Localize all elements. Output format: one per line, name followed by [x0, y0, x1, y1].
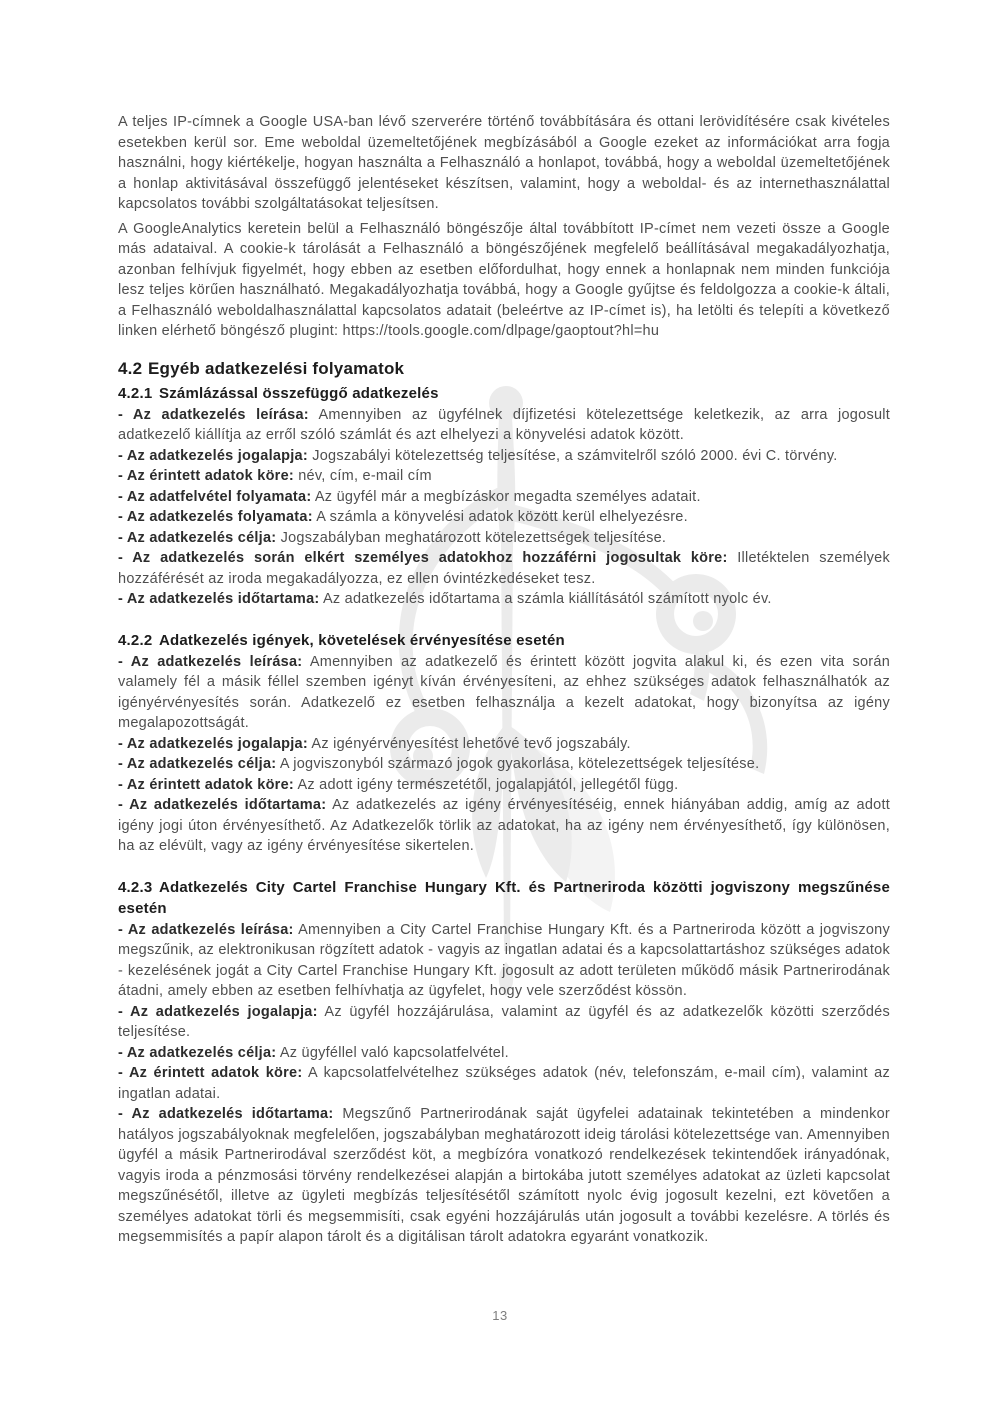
subsections — [118, 383, 890, 1248]
subsection-number: 4.2.3 — [118, 878, 153, 896]
data-item — [118, 1063, 890, 1104]
subsection-heading — [118, 383, 890, 404]
subsection-title: Adatkezelés igények, követelések érvényesítése esetén — [159, 631, 565, 649]
item-label: - Az érintett adatok köre: — [118, 468, 294, 484]
subsection-4.2.1 — [118, 383, 890, 610]
item-label: - Az adatkezelés jogalapja: — [118, 735, 308, 752]
section-title: Egyéb adatkezelési folyamatok — [148, 358, 405, 378]
item-label: - Az adatkezelés leírása: — [118, 406, 309, 423]
intro-paragraphs — [118, 112, 890, 342]
item-text: Amennyiben a City Cartel Franchise Hungary Kft. és a Partneriroda között a jogviszony megszűnik, az elektronikusan rögzített adatok - vagyis az ingatlan adatai és a kapcsolattartáshoz szükséges adatok - kezelésének jogát a City Cartel Franchise Hungary Kft. jogosult az adott területen működő másik Partnerirodának átadni, amely ebben az esetben felhívhatja az ügyfelet, hogy vele szerződést kössön. — [118, 921, 890, 999]
item-label: - Az adatkezelés folyamata: — [118, 509, 313, 525]
data-item — [118, 507, 890, 528]
data-item — [118, 775, 890, 796]
subsection-heading — [118, 877, 890, 919]
data-item — [118, 548, 890, 589]
item-label: - Az adatkezelés időtartama: — [118, 797, 327, 813]
item-label: - Az adatkezelés célja: — [118, 756, 277, 772]
section-number: 4.2 — [118, 358, 143, 378]
item-label: - Az érintett adatok köre: — [118, 776, 294, 793]
subsection-4.2.3 — [118, 877, 890, 1248]
subsection-title: Számlázással összefüggő adatkezelés — [159, 384, 439, 402]
data-item — [118, 466, 890, 487]
data-item — [118, 405, 890, 446]
section-heading — [118, 357, 890, 380]
item-label: - Az adatkezelés célja: — [118, 529, 277, 546]
data-item — [118, 1104, 890, 1248]
document-content — [118, 112, 890, 1248]
item-label: - Az adatkezelés időtartama: — [118, 1106, 334, 1122]
item-text: Megszűnő Partnerirodának saját ügyfelei adatainak tekintetében a mindenkor hatályos jogszabályoknak megfelelően, jogszabályban meghatározott ideig tárolási kötelezettsége van. Amennyiben ügyfél a másik Partnerirodával szerződést köt, a megbízóra vonatkozó rendelkezések tekintendőek irányadónak, vagyis iroda a pénzmosási törvény rendelkezései alapján a birtokába jutott személyes adatokat az üzleti kapcsolat megszűnésétől, illetve az ügyleti megbízás teljesítésétől számított nyolc évig jogosult kezelni, ezt követően a személyes adatokat törli és megsemmisíti, csak egyéni hozzájárulás után jogosult a további kezelésre. A törlés és megsemmisítés a papír alapon tárolt és a digitálisan tárolt adatokra egyaránt vonatkozik. — [118, 1106, 890, 1245]
page-number: 13 — [492, 1308, 508, 1323]
item-label: - Az adatkezelés jogalapja: — [118, 447, 308, 464]
item-text: Az ügyfél már a megbízáskor megadta személyes adatait. — [311, 488, 701, 505]
data-item — [118, 754, 890, 775]
item-label: - Az adatkezelés leírása: — [118, 653, 303, 670]
intro-paragraph: A GoogleAnalytics keretein belül a Felhasználó böngészője által továbbított IP-címet nem vezeti össze a Google más adataival. A cookie-k tárolását a Felhasználó a böngészőjének megfelelő beállításával megakadályozhatja, azonban felhívjuk figyelmét, hogy ebben az esetben előfordulhat, hogy ennek a honlapnak nem minden funkciója lesz teljes körűen használható. Megakadályozhatja továbbá, hogy a Google gyűjtse és feldolgozza a cookie-k általi, a Felhasználó weboldalhasználattal kapcsolatos adatait (beleértve az IP-címet is), ha letölti és telepíti a következő linken elérhető böngésző plugint: https://tools.google.com/dlpage/gaoptout?hl=hu — [118, 220, 890, 339]
item-text: Az adatkezelés időtartama a számla kiállításától számított nyolc év. — [319, 591, 772, 607]
subsection-number: 4.2.1 — [118, 384, 153, 402]
item-label: - Az adatkezelés leírása: — [118, 921, 294, 938]
data-item — [118, 1002, 890, 1043]
item-text: Az ügyfél hozzájárulása, valamint az ügyfél és az adatkezelők közötti szerződés teljesítése. — [118, 1003, 890, 1040]
item-text: Illetéktelen személyek hozzáférését az iroda megakadályozza, ez ellen óvintézkedéseket tesz. — [118, 550, 890, 587]
item-label: - Az érintett adatok köre: — [118, 1065, 303, 1081]
data-item — [118, 589, 890, 610]
item-text: Jogszabályban meghatározott kötelezettségek teljesítése. — [276, 529, 667, 546]
item-text: Az ügyféllel való kapcsolatfelvétel. — [276, 1044, 509, 1061]
item-text: Amennyiben az ügyfélnek díjfizetési kötelezettsége keletkezik, az arra jogosult adatkezelő kiállítja az erről szóló számlát és azt elhelyezi a könyvelési adatok között. — [118, 406, 891, 443]
subsection-number: 4.2.2 — [118, 631, 153, 649]
item-text: Amennyiben az adatkezelő és érintett között jogvita alakul ki, és ezen vita során valamely fél a másik féllel szemben igényt kíván érvényesíteni, az ehhez szükséges adatok felhasználhatók az igényérvényesítés során. Adatkezelő ez esetben felhasználja a kezelt adatokat, hogy bizonyítsa az igény megalapozottságát. — [118, 653, 891, 731]
subsection-heading — [118, 630, 890, 651]
data-item — [118, 920, 890, 1002]
item-label: - Az adatkezelés jogalapja: — [118, 1003, 318, 1020]
data-item — [118, 795, 890, 857]
data-item — [118, 487, 890, 508]
item-text: név, cím, e-mail cím — [293, 468, 432, 484]
item-text: Az adott igény természetétől, jogalapjától, jellegétől függ. — [293, 776, 679, 793]
item-text: A kapcsolatfelvételhez szükséges adatok (név, telefonszám, e-mail cím), valamint az ingatlan adatai. — [118, 1065, 891, 1102]
data-item — [118, 652, 890, 734]
data-item — [118, 734, 890, 755]
item-text: Az adatkezelés az igény érvényesítéséig, ennek hiányában addig, amíg az adott igény jogi úton érvényesíthető. Az Adatkezelők törlik az adatokat, ha az igény nem érvényesíthető, így különösen, ha az elévült, vagy az igény érvényesítése sikertelen. — [118, 797, 891, 854]
item-label: - Az adatkezelés célja: — [118, 1044, 277, 1061]
data-item — [118, 446, 890, 467]
data-item — [118, 1043, 890, 1064]
item-text: A számla a könyvelési adatok között kerül elhelyezésre. — [312, 509, 688, 525]
item-label: - Az adatkezelés időtartama: — [118, 591, 320, 607]
item-text: Jogszabályi kötelezettség teljesítése, a számvitelről szóló 2000. évi C. törvény. — [307, 447, 838, 464]
item-text: A jogviszonyból származó jogok gyakorlása, kötelezettségek teljesítése. — [276, 756, 760, 772]
item-text: Az igényérvényesítést lehetővé tevő jogszabály. — [307, 735, 631, 752]
data-item — [118, 528, 890, 549]
subsection-4.2.2 — [118, 630, 890, 857]
item-label: - Az adatkezelés során elkért személyes adatokhoz hozzáférni jogosultak köre: — [118, 550, 728, 566]
subsection-title: Adatkezelés City Cartel Franchise Hungary Kft. és Partneriroda közötti jogviszony megszűnése esetén — [118, 878, 890, 917]
intro-paragraph: A teljes IP-címnek a Google USA-ban lévő szerverére történő továbbítására és ottani lerövidítésére csak kivételes esetekben kerül sor. Eme weboldal üzemeltetőjének megbízásából a Google ezeket az információkat arra fogja használni, hogy kiértékelje, hogyan használta a Felhasználó a honlapot, továbbá, hogy a weboldal üzemeltetőjének a honlap aktivitásával összefüggő jelentéseket készítsen, valamint, hogy a weboldal- és az internethasználattal kapcsolatos további szolgáltatásokat teljesítsen. — [118, 114, 890, 212]
item-label: - Az adatfelvétel folyamata: — [118, 488, 312, 505]
